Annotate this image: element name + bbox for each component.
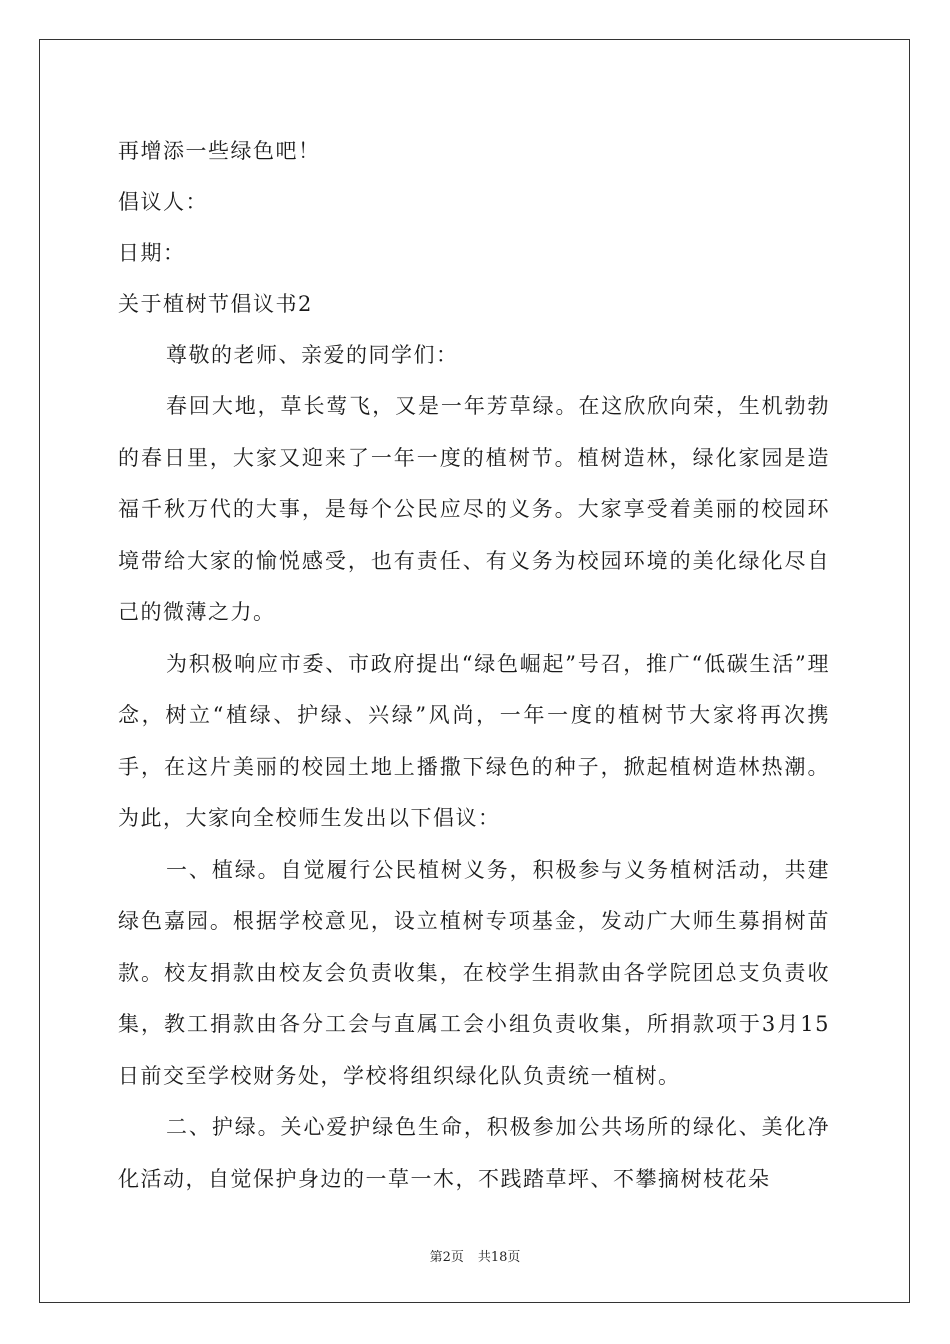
date-label: 日期： xyxy=(118,241,186,265)
paragraph: 为积极响应市委、市政府提出“绿色崛起”号召，推广“低碳生活”理念，树立“植绿、护绿、兴绿”风尚，一年一度的植树节大家将再次携手，在这片美丽的校园土地上播撒下绿色的种子，掀起植树造林热潮。为此，大家向全校师生发出以下倡议： xyxy=(118,651,830,830)
page-total: 共18页 xyxy=(477,1250,521,1265)
document-body xyxy=(118,126,830,1205)
paragraph: 春回大地，草长莺飞，又是一年芳草绿。在这欣欣向荣，生机勃勃的春日里，大家又迎来了一年一度的植树节。植树造林，绿化家园是造福千秋万代的大事，是每个公民应尽的义务。大家享受着美丽的校园环境带给大家的愉悦感受，也有责任、有义务为校园环境的美化绿化尽自己的微薄之力。 xyxy=(118,394,830,624)
page-number: 第2页 xyxy=(429,1250,464,1265)
section-title: 关于植树节倡议书2 xyxy=(118,292,313,316)
paragraph: 二、护绿。关心爱护绿色生命，积极参加公共场所的绿化、美化净化活动，自觉保护身边的一草一木，不践踏草坪、不攀摘树枝花朵 xyxy=(118,1115,830,1191)
page-footer xyxy=(0,1246,950,1265)
closing-line: 再增添一些绿色吧！ xyxy=(118,139,321,163)
proposer-label: 倡议人： xyxy=(118,190,208,214)
paragraph: 一、植绿。自觉履行公民植树义务，积极参与义务植树活动，共建绿色嘉园。根据学校意见，设立植树专项基金，发动广大师生募捐树苗款。校友捐款由校友会负责收集，在校学生捐款由各学院团总支负责收集，教工捐款由各分工会与直属工会小组负责收集，所捐款项于3月15日前交至学校财务处，学校将组织绿化队负责统一植树。 xyxy=(118,857,830,1088)
salutation: 尊敬的老师、亲爱的同学们： xyxy=(166,343,459,367)
